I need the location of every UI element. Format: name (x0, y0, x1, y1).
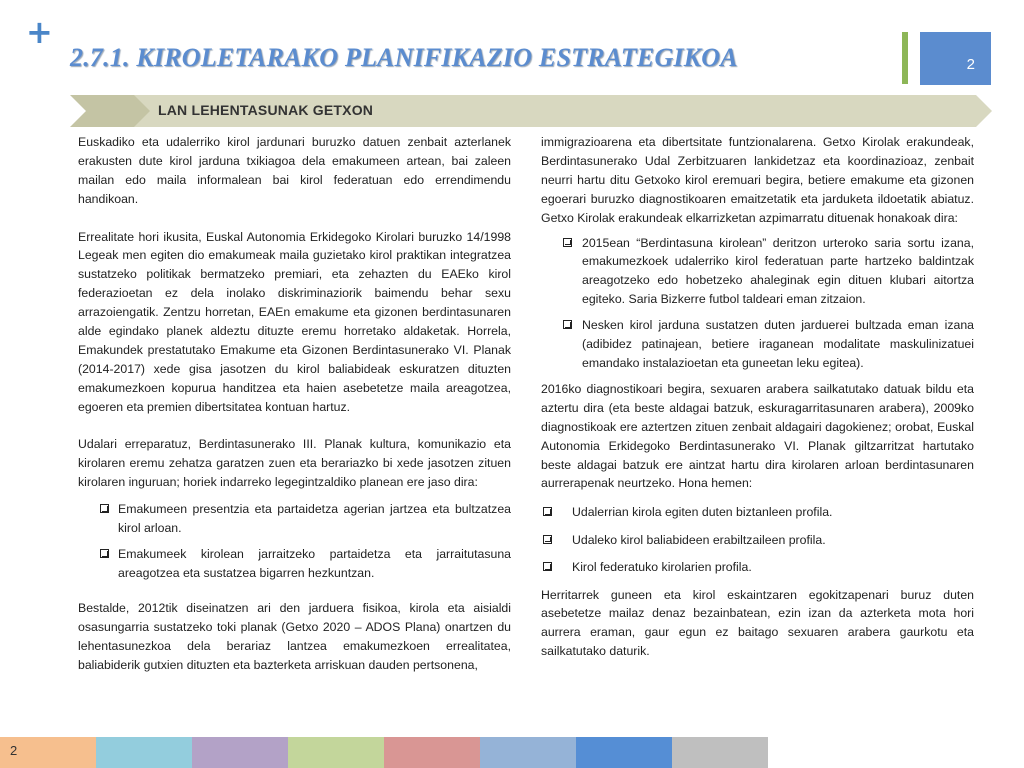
list-item-text: Udalerrian kirola egiten duten biztanleen profila. (572, 505, 833, 520)
list-item-text: Emakumeen presentzia eta partaidetza agerian jartzea eta bultzatzea kirol arloan. (118, 502, 511, 536)
plus-icon: + (26, 13, 53, 51)
list-item-text: Kirol federatuko kirolarien profila. (572, 560, 752, 575)
list-item (541, 531, 974, 550)
list-item-text: 2015ean “Berdintasuna kirolean” deritzon urteroko saria sortu izana, emakumezkoek udalerriko kirol federatuan parte hartzeko baldintzak areagotzeko edo hobetzeko ahaleginak egin dituen klubari aitortza egiteko. Saria Bizkerre futbol taldeari eman zitzaion. (582, 235, 974, 307)
bullet-list (541, 234, 974, 373)
paragraph: immigrazioarena eta dibertsitate funtzionalarena. Getxo Kirolak erakundeak, Berdintasunerako Udal Zerbitzuaren lankidetzaz eta koordinazioaz, zenbait neurri hartu ditu Getxoko kirol eremuari begira, betiere emakume eta gizonen egoerari buruzko diagnostikoaren emaitzetatik eta jarduketa ildoetatik abiatuz. Getxo Kirolak erakundeak elkarrizketan azpimarratu dituenak honakoak dira: (541, 135, 974, 225)
footer-color-segment (384, 737, 480, 768)
paragraph: 2016ko diagnostikoari begira, sexuaren arabera sailkatutako datuak bildu eta aztertu dira (eta beste aldagai batzuk, eskuragarritasunaren arabera), 2009ko diagnostikoak ere aztertzen zituen zenbait aldagairi dagokienez; orobat, Euskal Autonomia Erkidegoko Berdintasunerako VI. Planak giltzarritzat hartutako beste aldagai batzuk ere aintzat hartu dira kirolaren arloan berdintasunaren aurrerapenak neurtzeko. Hona hemen: (541, 381, 974, 491)
paragraph: Errealitate hori ikusita, Euskal Autonomia Erkidegoko Kirolari buruzko 14/1998 Legeak men egiten dio emakumeak maila guzietako kirol praktikan integratzea sustatzeko politikak bermatzeko premiari, eta zehazten du EAEko kirol federazioetan ez dela inolako diskriminaziorik baimendu behar sexu arrazoiengatik. Zentzu horretan, EAEn emakume eta gizonen berdintasunaren alde egindako planek aldeztu dituzte eremu horretako aldaketak. Horrela, Emakundek prestatutako Emakume eta Gizonen Berdintasunerako VI. Planak (2014-2017) xede gisa jasotzen du kirol baliabideak eskuratzen dituzten emakumezkoen kopurua handitzea eta haien asebetetze maila areagotzea, egoeren eta premien dibertsitatea kontuan hartuz. (78, 229, 511, 414)
checkbox-bullet-icon (543, 562, 552, 571)
list-item (541, 316, 974, 373)
list-item-text: Emakumeek kirolean jarraitzeko partaidetza eta jarraitutasuna areagotzea eta sustatzea bigarren hezkuntzan. (118, 547, 511, 580)
slide-number-box (920, 32, 991, 85)
checkbox-bullet-icon (563, 320, 572, 329)
section-banner (70, 95, 992, 127)
footer-color-segment (192, 737, 288, 768)
checkbox-bullet-icon (563, 238, 572, 247)
footer-color-segment (576, 737, 672, 768)
bullet-list (541, 503, 974, 577)
list-item (541, 503, 974, 522)
checkbox-bullet-icon (543, 507, 552, 516)
paragraph: Udalari erreparatuz, Berdintasunerako III. Planak kultura, komunikazio eta kirolaren eremu zehatza garatzen zuen eta berariazko bi xede jasotzen zituen kirolaren inguruan; horiek indarreko legegintzaldiko planean ere jaso dira: (78, 437, 511, 490)
right-text-column (541, 133, 974, 680)
bullet-list (78, 500, 511, 583)
paragraph: Bestalde, 2012tik diseinatzen ari den jarduera fisikoa, kirola eta aisialdi osasungarria sustatzeko toki planak (Getxo 2020 – ADOS Plana) onartzen du lehentasunezkoa dela berariaz lantzea emakumezkoen errealitatea, baliabiderik gutxien dituzten eta bazterketa arriskuan dauden pertsonena, (78, 600, 511, 672)
title-accent-bar (902, 32, 908, 84)
list-item (541, 234, 974, 310)
paragraph: Herritarrek guneen eta kirol eskaintzaren egokitzapenari buruz duten asebetetze mailaz denaz bezainbatean, ezin izan da azterketa mota hori aurrera eraman, gaur egun ez baitago sexuaren arabera gaurkotu eta sailkatutako daturik. (541, 587, 974, 659)
list-item (78, 500, 511, 538)
paragraph: Euskadiko eta udalerriko kirol jardunari buruzko datuen zenbait azterlanek erakusten dute kirol jarduna txikiagoa dela emakumeen artean, bai zaleen mailan edo maila informalean bai kirol federatuan edo errendimendu handikoan. (78, 135, 511, 206)
checkbox-bullet-icon (100, 504, 109, 513)
list-item-text: Udaleko kirol baliabideen erabiltzaileen profila. (572, 532, 826, 547)
slide-number: 2 (966, 56, 975, 73)
section-banner-label: LAN LEHENTASUNAK GETXON (158, 102, 374, 118)
left-text-column (78, 133, 511, 693)
footer-color-segment (96, 737, 192, 768)
footer-page-number: 2 (10, 743, 18, 758)
checkbox-bullet-icon (543, 535, 552, 544)
list-item-text: Nesken kirol jarduna sustatzen duten jarduerei bultzada eman izana (adibidez patinajean, betiere iraganean modalitate maskulinizatuei emandako instalazioetan eta guneetan leku egitea). (582, 318, 974, 370)
list-item (541, 558, 974, 577)
page-title: 2.7.1. KIROLETARAKO PLANIFIKAZIO ESTRATEGIKOA (70, 43, 738, 72)
list-item (78, 545, 511, 583)
footer-color-segment (288, 737, 384, 768)
footer-color-segment (672, 737, 768, 768)
checkbox-bullet-icon (100, 549, 109, 558)
footer-color-segment (480, 737, 576, 768)
footer-color-bar (0, 737, 768, 768)
